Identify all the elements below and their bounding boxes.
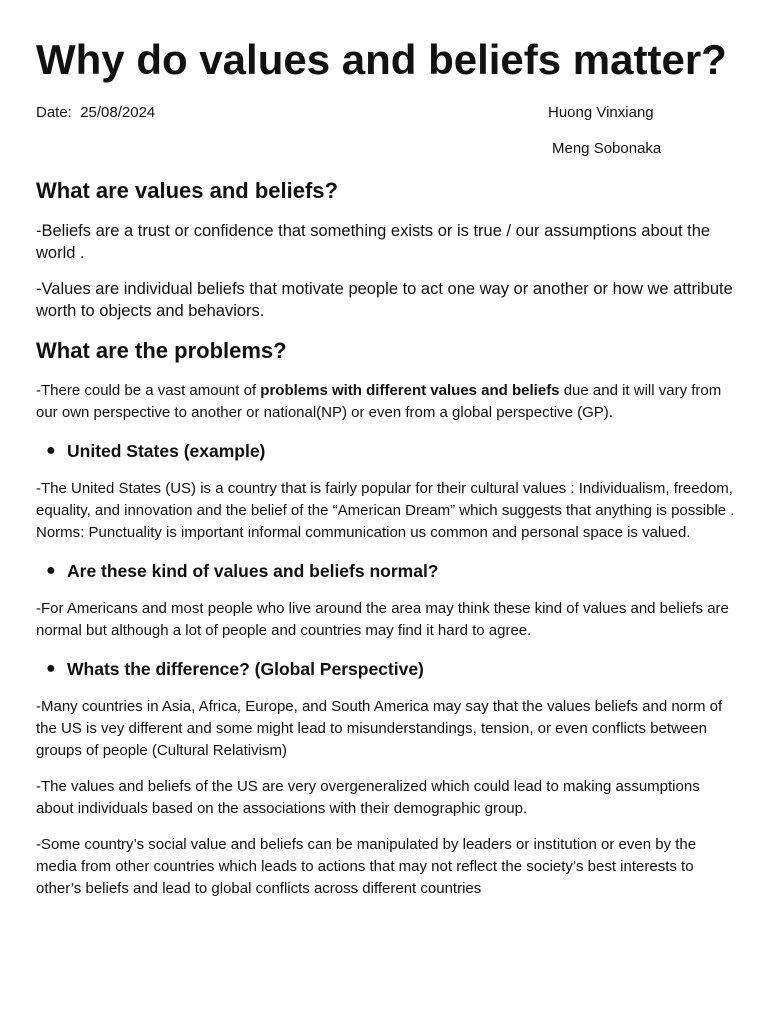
page-title: Why do values and beliefs matter?	[36, 36, 727, 83]
date-value: 25/08/2024	[80, 104, 156, 121]
bullet-icon: ●	[46, 660, 56, 677]
author-name: Huong Vinxiang	[548, 104, 654, 121]
bullet-label: Whats the difference? (Global Perspective)	[67, 659, 424, 679]
bullet-icon: ●	[46, 442, 56, 459]
section-heading: What are values and beliefs?	[36, 178, 338, 203]
paragraph: -The values and beliefs of the US are very overgeneralized which could lead to making assumptions about individuals based on the associations with their demographic group.	[36, 778, 700, 817]
bullet-heading	[36, 438, 736, 464]
bullet-heading	[36, 656, 736, 682]
paragraph: -For Americans and most people who live around the area may think these kind of values and beliefs are normal but although a lot of people and countries may find it hard to agree.	[36, 600, 729, 639]
bullet-label: United States (example)	[67, 441, 266, 461]
section-heading: What are the problems?	[36, 338, 287, 363]
bullet-heading	[36, 558, 736, 584]
author-name: Meng Sobonaka	[552, 140, 662, 157]
paragraph: -Beliefs are a trust or confidence that something exists or is true / our assumptions about the world .	[36, 222, 711, 262]
intro-text: -There could be a vast amount of	[36, 382, 261, 399]
intro-text: due and it will vary from our own perspective to another or national(NP) or even from a global perspective (GP).	[36, 382, 722, 421]
intro-emphasis: problems with different values and beliefs	[260, 382, 560, 399]
paragraph	[36, 380, 736, 424]
document-body	[36, 176, 736, 914]
date-label: Date:	[36, 104, 72, 121]
bullet-icon: ●	[46, 562, 56, 579]
paragraph: -The United States (US) is a country that is fairly popular for their cultural values : Individualism, freedom, equality, and innovation and the belief of the “American Dream” which suggests that anything is possible . Norms: Punctuality is important informal communication us common and personal space is valued.	[36, 480, 735, 541]
bullet-label: Are these kind of values and beliefs normal?	[67, 561, 439, 581]
date-line	[36, 104, 155, 121]
paragraph: -Some country’s social value and beliefs can be manipulated by leaders or institution or even by the media from other countries which leads to actions that may not reflect the society’s best interests to other’s beliefs and lead to global conflicts across different countries	[36, 836, 697, 897]
paragraph: -Many countries in Asia, Africa, Europe, and South America may say that the values beliefs and norm of the US is vey different and some might lead to misunderstandings, tension, or even conflicts between groups of people (Cultural Relativism)	[36, 698, 723, 759]
paragraph: -Values are individual beliefs that motivate people to act one way or another or how we attribute worth to objects and behaviors.	[36, 280, 733, 320]
